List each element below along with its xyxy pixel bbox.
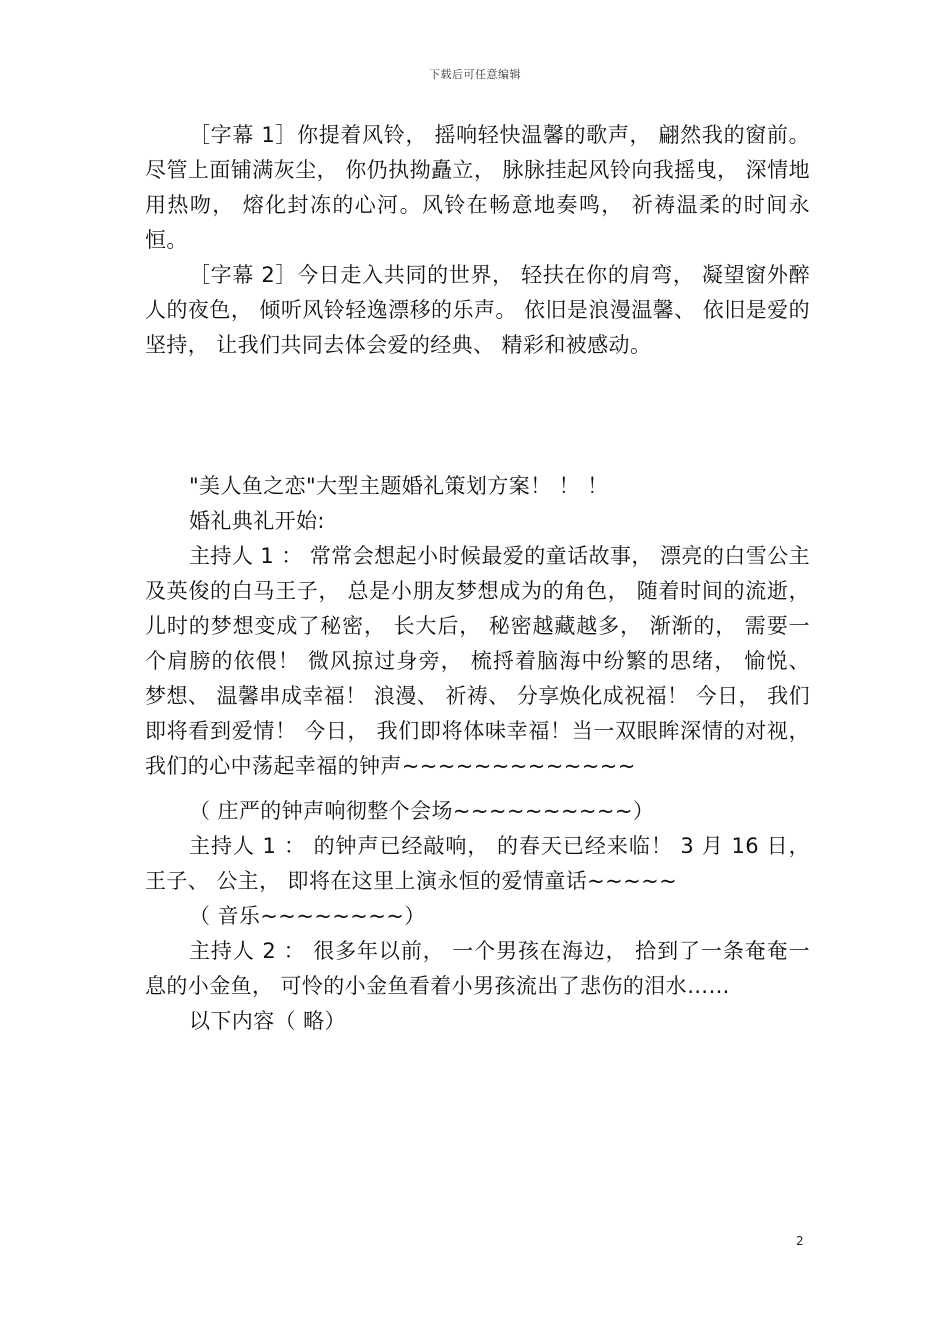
host1-paragraph: 主持人 1 ： 常常会想起小时候最爱的童话故事， 漂亮的白雪公主及英俊的白马王子， 总是小朋友梦想成为的角色， 随着时间的流逝， 儿时的梦想变成了秘密， 长大后， 秘密越藏越多， 渐渐的， 需要一个肩膀的依偎！ 微风掠过身旁， 梳捋着脑海中纷繁的思绪， 愉悦、 梦想、 温馨串成幸福！ 浪漫、 祈祷、 分享焕化成祝福！ 今日， 我们即将看到爱情！ 今日， 我们即将体味幸福！当一双眼眸深情的对视， 我们的心中荡起幸福的钟声~~~~~~~~~~~~~: [145, 544, 810, 778]
bell-stage-direction: （ 庄严的钟声响彻整个会场~~~~~~~~~~）: [189, 799, 655, 823]
line-spacer: [145, 784, 810, 794]
host1-paragraph-2: 主持人 1 ： 的钟声已经敲响， 的春天已经来临！ 3 月 16 日， 王子、 公主， 即将在这里上演永恒的爱情童话~~~~~: [145, 834, 810, 893]
plan-title: "美人鱼之恋"大型主题婚礼策划方案！ ！ ！: [189, 474, 609, 498]
section-spacer: [145, 363, 810, 469]
document-header: 下载后可任意编辑: [429, 68, 521, 81]
music-stage-direction: （ 音乐~~~~~~~~）: [189, 904, 426, 928]
subtitle-paragraph-2: ［字幕 2］今日走入共同的世界， 轻扶在你的肩弯， 凝望窗外醉人的夜色， 倾听风铃轻逸漂移的乐声。 依旧是浪漫温馨、 依旧是爱的坚持， 让我们共同去体会爱的经典、 精彩和被感动。: [145, 263, 810, 357]
page-number: 2: [796, 1234, 804, 1248]
document-body: [145, 118, 810, 1039]
host2-paragraph: 主持人 2 ： 很多年以前， 一个男孩在海边， 拾到了一条奄奄一息的小金鱼， 可怜的小金鱼看着小男孩流出了悲伤的泪水……: [145, 939, 810, 998]
subtitle-paragraph-1: ［字幕 1］你提着风铃， 摇响轻快温馨的歌声， 翩然我的窗前。尽管上面铺满灰尘， 你仍执拗矗立， 脉脉挂起风铃向我摇曳， 深情地用热吻， 熔化封冻的心河。风铃在畅意地奏鸣， 祈祷温柔的时间永恒。: [145, 123, 810, 252]
ceremony-start-heading: 婚礼典礼开始:: [189, 509, 325, 533]
omitted-content-note: 以下内容（ 略）: [189, 1009, 346, 1033]
